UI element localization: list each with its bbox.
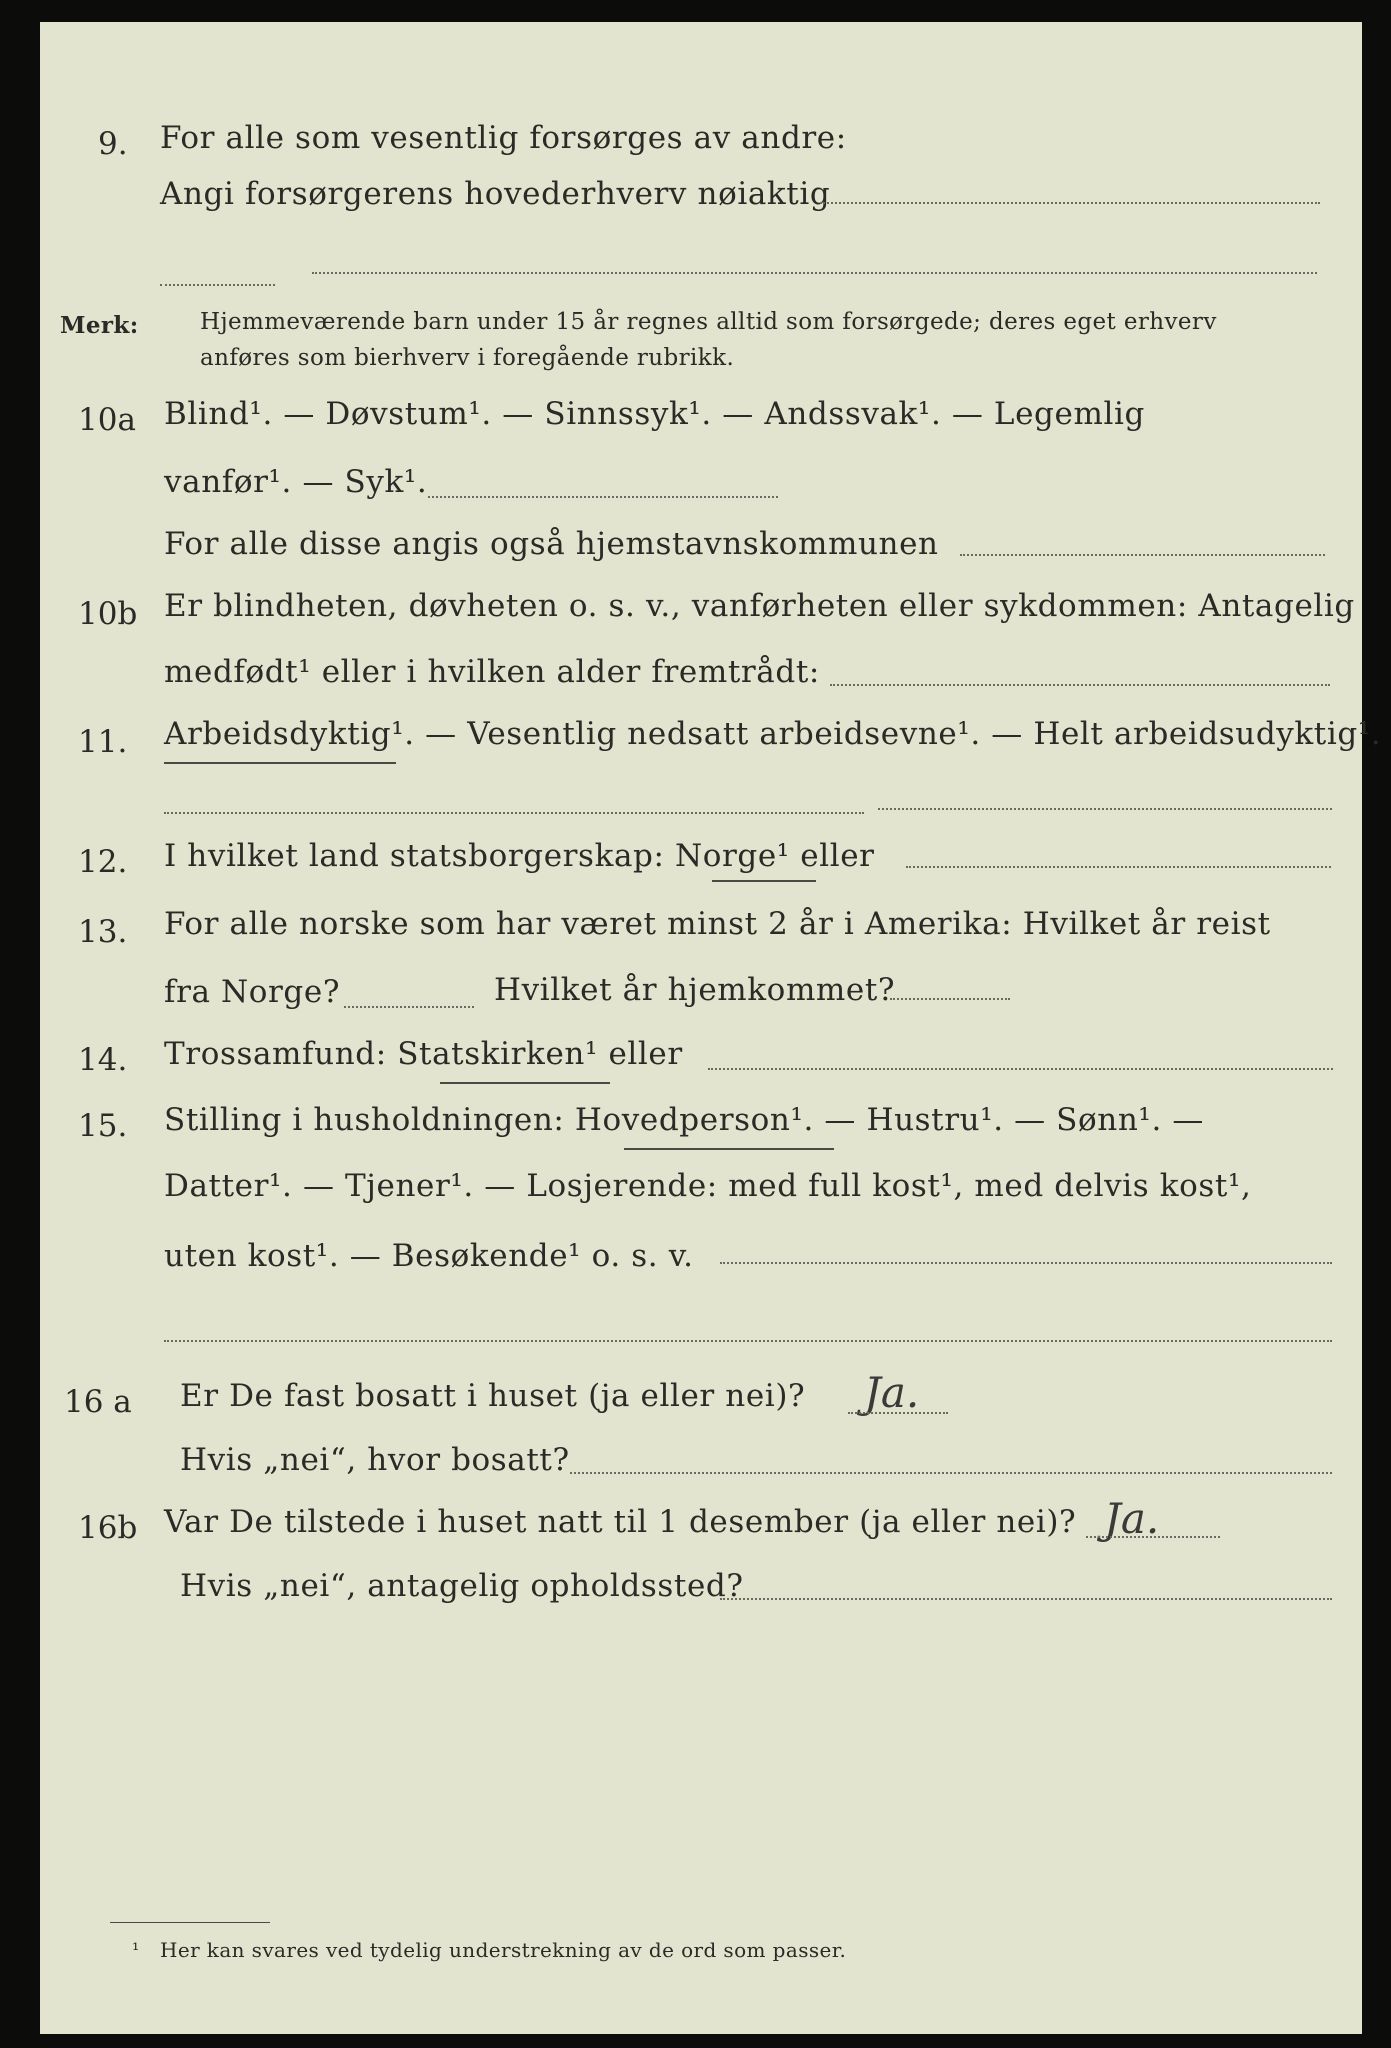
q9-answer-line [820, 202, 1320, 204]
merk-text-2: anføres som bierhverv i foregående rubrikk. [200, 345, 735, 371]
q14-answer-line [708, 1068, 1333, 1070]
q11-answer-line-b [878, 808, 1332, 810]
q9-number: 9. [98, 126, 128, 162]
q15-handwritten-underline [624, 1148, 834, 1150]
q13-number: 13. [78, 914, 128, 950]
q16a-answer-line [848, 1412, 948, 1414]
merk-text-1: Hjemmeværende barn under 15 år regnes alltid som forsørgede; deres eget erhverv [200, 309, 1217, 335]
q10a-number: 10a [78, 402, 136, 438]
q12-handwritten-underline [712, 880, 816, 882]
merk-label: Merk: [60, 312, 139, 339]
footnote-text: Her kan svares ved tydelig understrekning av de ord som passer. [160, 1938, 847, 1962]
q16b-handwritten-answer: Ja. [1104, 1494, 1160, 1543]
q10a-question-1: Blind¹. — Døvstum¹. — Sinnssyk¹. — Andssvak¹. — Legemlig [164, 396, 1145, 432]
q10b-answer-line [830, 684, 1330, 686]
q10a-question-3: For alle disse angis også hjemstavnskommunen [164, 526, 939, 562]
q10a-answer-line-2 [960, 554, 1325, 556]
q15-answer-line-1 [720, 1262, 1332, 1264]
q9-subquestion: Angi forsørgerens hovederhverv nøiaktig [160, 176, 831, 212]
q11-handwritten-underline [164, 762, 396, 764]
q16b-answer-line [1086, 1536, 1220, 1538]
q12-answer-line [906, 866, 1331, 868]
q16b-question: Var De tilstede i huset natt til 1 desember (ja eller nei)? [164, 1504, 1077, 1540]
q13-question-1: For alle norske som har været minst 2 år i Amerika: Hvilket år reist [164, 906, 1271, 942]
q16a-bosatt-answer-line [570, 1472, 1332, 1474]
q14-number: 14. [78, 1042, 128, 1078]
census-form-page [40, 22, 1382, 2034]
q14-handwritten-underline [440, 1082, 610, 1084]
q12-question: I hvilket land statsborgerskap: Norge¹ eller [164, 838, 875, 874]
footnote-marker: ¹ [132, 1940, 140, 1961]
q10a-answer-line-1 [428, 496, 778, 498]
q16a-number: 16 a [64, 1384, 132, 1420]
q14-question: Trossamfund: Statskirken¹ eller [164, 1036, 683, 1072]
q16a-handwritten-answer: Ja. [864, 1368, 920, 1417]
q11-answer-line-a [164, 812, 864, 814]
q16a-followup: Hvis „nei“, hvor bosatt? [180, 1442, 570, 1478]
q11-question: Arbeidsdyktig¹. — Vesentlig nedsatt arbeidsevne¹. — Helt arbeidsudyktig¹. [164, 716, 1382, 752]
q9-question: For alle som vesentlig forsørges av andre: [160, 120, 847, 156]
q16b-number: 16b [78, 1510, 138, 1546]
q11-number: 11. [78, 724, 128, 760]
q12-number: 12. [78, 844, 128, 880]
q13-question-2b: Hvilket år hjemkommet? [494, 972, 896, 1008]
q10b-question-2: medfødt¹ eller i hvilken alder fremtrådt: [164, 654, 820, 690]
q15-question-2: Datter¹. — Tjener¹. — Losjerende: med full kost¹, med delvis kost¹, [164, 1168, 1252, 1204]
q15-answer-line-2 [164, 1340, 1332, 1342]
q9-answer-line-2b [312, 272, 1317, 274]
q13-hjemkommet-answer-line [890, 998, 1010, 1000]
q10a-question-2: vanfør¹. — Syk¹. [164, 464, 428, 500]
q10b-number: 10b [78, 596, 138, 632]
q10b-question-1: Er blindheten, døvheten o. s. v., vanførheten eller sykdommen: Antagelig [164, 588, 1355, 624]
q15-question-3: uten kost¹. — Besøkende¹ o. s. v. [164, 1238, 694, 1274]
q16b-opholdssted-answer-line [720, 1598, 1332, 1600]
q15-question-1: Stilling i husholdningen: Hovedperson¹. — Hustru¹. — Sønn¹. — [164, 1102, 1204, 1138]
q13-reist-answer-line [344, 1006, 474, 1008]
q9-answer-line-2a [160, 284, 275, 286]
q16b-followup: Hvis „nei“, antagelig opholdssted? [180, 1568, 744, 1604]
q16a-question: Er De fast bosatt i huset (ja eller nei)? [180, 1378, 806, 1414]
footnote-rule [110, 1922, 270, 1923]
q13-question-2a: fra Norge? [164, 974, 341, 1010]
q15-number: 15. [78, 1108, 128, 1144]
